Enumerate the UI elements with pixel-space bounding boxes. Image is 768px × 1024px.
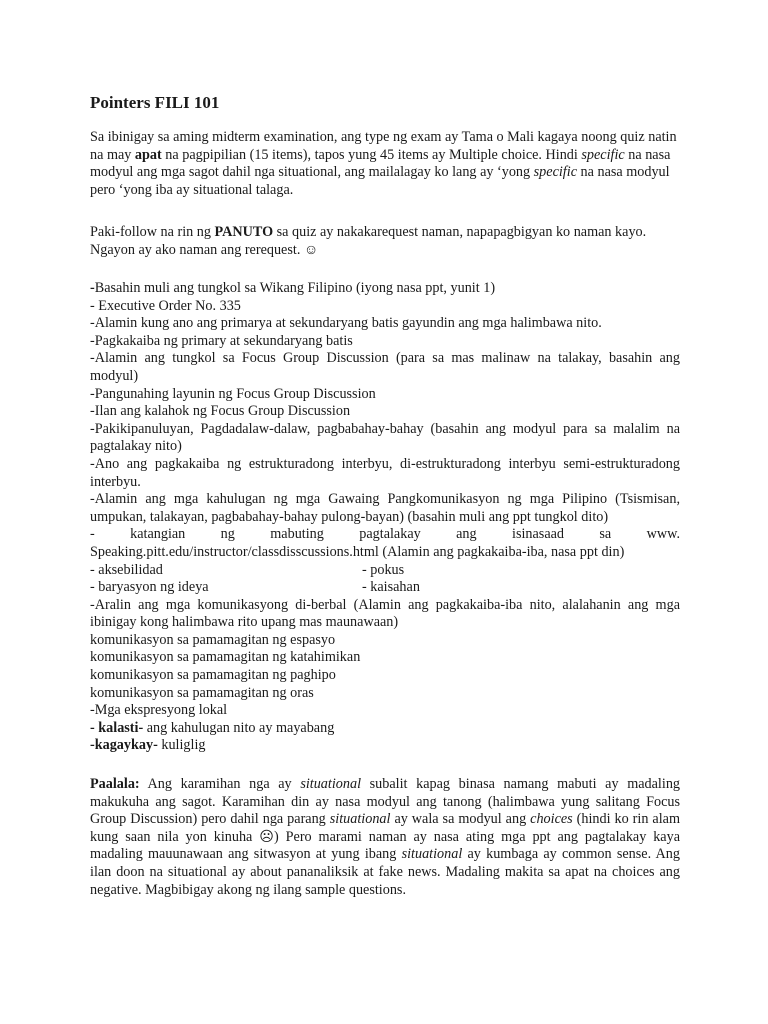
- list-item-text: Basahin muli ang tungkol sa Wikang Filipino (iyong nasa ppt, yunit 1): [94, 280, 496, 296]
- bold-panuto: PANUTO: [214, 224, 274, 240]
- italic-specific: specific: [533, 164, 577, 181]
- text-segment: sa quiz ay nakakarequest naman, napapagbigyan ko naman kayo. Ngayon ay ako naman ang rerequest. ☺: [90, 224, 647, 258]
- italic-choices: choices: [530, 811, 573, 828]
- list-item: - Executive Order No. 335: [90, 297, 241, 314]
- intro-paragraph: [90, 129, 680, 199]
- list-item: -Mga ekspresyong lokal: [90, 702, 228, 719]
- text-segment: Sa ibinigay sa aming midterm examination, ang type ng exam ay Tama o Mali kagaya noong quiz natin na may: [90, 129, 677, 163]
- list-item: -Pangunahing layunin ng Focus Group Discussion: [90, 385, 376, 402]
- list-item-text: - kaisahan: [362, 579, 420, 596]
- text-segment: (hindi ko rin alam kung saan nila yon kinuha ☹) Pero marami naman ay nasa ating mga ppt ang pagtalakay kaya madaling mauunawaan ang sitwasyon at yung ibang: [90, 811, 680, 863]
- text-segment: na nasa modyul ang mga sagot dahil nga situational, ang mailalagay ko lang ay ‘yong: [90, 146, 671, 181]
- list-item: -Pagkakaiba ng primary at sekundaryang batis: [90, 332, 353, 349]
- paragraph-panuto: [90, 224, 680, 259]
- text-segment: Paki-follow na rin ng: [90, 224, 215, 240]
- list-item: [90, 720, 680, 738]
- list-item-text: - pokus: [362, 561, 405, 578]
- list-item: -Ilan ang kalahok ng Focus Group Discussion: [90, 403, 351, 420]
- text-segment: ay kumbaga ay common sense. Ang ilan doon na situational ay about pananaliksik at fake news. Madaling makita sa apat na choices ang negative. Magbibigay akong ng ilang sample questions.: [90, 846, 680, 898]
- italic-situational: situational: [329, 811, 391, 828]
- bold-term: - kalasti-: [90, 719, 144, 736]
- list-item: -Alamin kung ano ang primarya at sekundaryang batis gayundin ang mga halimbawa nito.: [90, 315, 602, 332]
- list-item: komunikasyon sa pamamagitan ng paghipo: [90, 667, 336, 684]
- list-item: komunikasyon sa pamamagitan ng oras: [90, 684, 314, 701]
- list-item: [90, 737, 680, 755]
- text-segment: na pagpipilian (15 items), tapos yung 45 items ay Multiple choice. Hindi: [161, 146, 582, 163]
- list-item: -Pakikipanuluyan, Pagdadalaw-dalaw, pagbabahay-bahay (basahin ang modyul para sa malalim na pagtalakay nito): [90, 420, 680, 455]
- pointers-list: [90, 280, 680, 755]
- list-item: -Alamin ang tungkol sa Focus Group Discussion (para sa mas malinaw na talakay, basahin ang modyul): [90, 350, 680, 384]
- text-segment: ay wala sa modyul ang: [390, 811, 531, 828]
- list-item-text: kuliglig: [157, 737, 206, 754]
- list-item: -Alamin ang mga kahulugan ng mga Gawaing Pangkomunikasyon ng mga Pilipino (Tsismisan, umpukan, talakayan, pagbabahay-bahay pulong-bayan) (basahin muli ang ppt tungkol dito): [90, 491, 680, 525]
- italic-specific: specific: [581, 146, 625, 163]
- text-segment: na nasa modyul pero ‘yong iba ay situational talaga.: [90, 164, 670, 198]
- list-item-text: - aksebilidad: [90, 561, 163, 578]
- list-item: komunikasyon sa pamamagitan ng katahimikan: [90, 649, 361, 666]
- list-item-text: - baryasyon ng ideya: [90, 579, 209, 596]
- list-item: - katangian ng mabuting pagtalakay ang isinasaad sa www. Speaking.pitt.edu/instructor/classdisscussions.html (Alamin ang pagkakaiba-iba, nasa ppt din): [90, 526, 680, 560]
- text-segment: Ang karamihan nga ay: [139, 776, 301, 792]
- bold-apat: apat: [134, 146, 162, 163]
- italic-situational: situational: [300, 776, 362, 792]
- list-item-two-column: [90, 579, 680, 597]
- document-title: Pointers FILI 101: [90, 93, 220, 112]
- list-item: -Ano ang pagkakaiba ng estrukturadong interbyu, di-estrukturadong interbyu semi-estrukturadong interbyu.: [90, 455, 680, 490]
- list-item: [90, 280, 680, 298]
- list-item-text: ang kahulugan nito ay mayabang: [143, 719, 335, 736]
- paragraph-exam-type: [90, 129, 680, 199]
- italic-situational: situational: [401, 846, 463, 863]
- list-item: komunikasyon sa pamamagitan ng espasyo: [90, 631, 336, 648]
- paragraph-reminder: [90, 776, 680, 899]
- text-segment: subalit kapag binasa namang mabuti ay madaling makukuha ang sagot. Karamihan din ay nasa modyul ang tanong (halimbawa yung salitang Focus Group Discussion) pero dahil nga parang: [90, 776, 681, 828]
- bold-dash: -: [90, 280, 95, 296]
- reminder-label: Paalala:: [90, 776, 140, 792]
- list-item: -Aralin ang mga komunikasyong di-berbal (Alamin ang pagkakaiba-iba nito, alalahanin ang mga ibinigay kong halimbawa rito upang mas maunawaan): [90, 596, 680, 631]
- bold-term: -kagaykay-: [90, 737, 158, 754]
- list-item-two-column: [90, 562, 680, 580]
